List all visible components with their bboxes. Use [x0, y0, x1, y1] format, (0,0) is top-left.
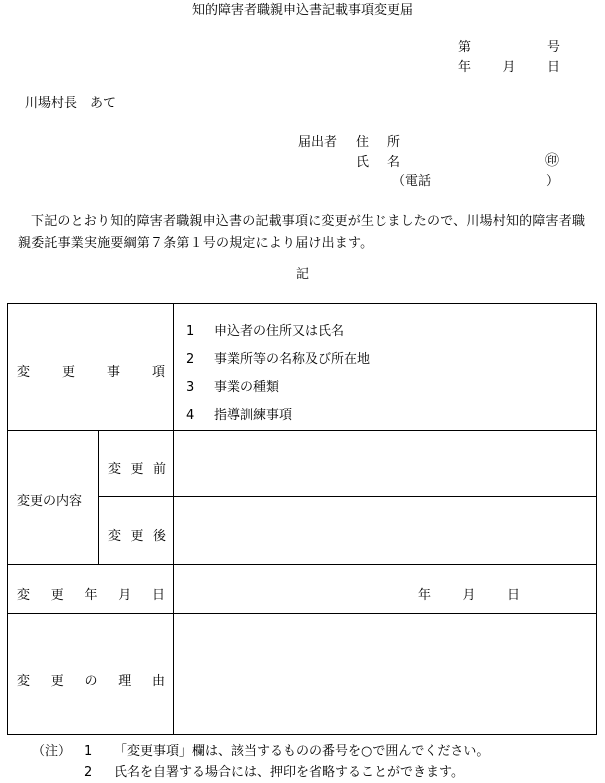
change-items-label: 変 更 事 項 [17, 365, 165, 380]
change-reason-field[interactable] [174, 614, 596, 734]
change-option[interactable]: 2 事業所等の名称及び所在地 [186, 352, 371, 367]
document-title: 知的障害者職親申込書記載事項変更届 [191, 3, 413, 18]
addressee: 川場村長 あて [25, 96, 117, 111]
document-number-line [458, 41, 560, 54]
note-item: （注） 1 「変更事項」欄は、該当するものの番号を○で囲んでください。 [32, 744, 490, 759]
ki-heading: 記 [295, 267, 309, 282]
column-divider [98, 430, 99, 564]
note-item: 2 氏名を自署する場合には、押印を省略することができます。 [84, 765, 464, 780]
submission-month: 月 [502, 60, 516, 75]
submission-year: 年 [458, 60, 472, 75]
change-after-label: 変 更 後 [108, 529, 166, 544]
notes [32, 741, 489, 783]
phone-open: （電話 [392, 174, 432, 189]
change-before-field[interactable] [174, 431, 596, 496]
body-paragraph: 下記のとおり知的障害者職親申込書の記載事項に変更が生じましたので、川場村知的障害者職親委託事業実施要綱第７条第１号の規定により届け出ます。 [18, 214, 586, 251]
change-before-label: 変 更 前 [108, 462, 166, 477]
submission-day: 日 [546, 60, 560, 75]
applicant-todokede: 届出者 [298, 135, 338, 150]
seal-mark: ㊞ [545, 153, 559, 169]
change-after-field[interactable] [174, 497, 596, 564]
change-option[interactable]: 4 指導訓練事項 [186, 408, 293, 423]
phone-close: ） [546, 174, 560, 189]
change-date-field[interactable]: 年 月 日 [418, 588, 520, 603]
row-divider [8, 564, 596, 565]
number-dai: 第 [458, 40, 472, 55]
change-option[interactable]: 1 申込者の住所又は氏名 [186, 324, 345, 339]
change-form-table [7, 303, 597, 735]
submission-date-line [458, 61, 560, 74]
number-go: 号 [546, 40, 560, 55]
change-content-label: 変更の内容 [17, 494, 83, 509]
change-option[interactable]: 3 事業の種類 [186, 380, 280, 395]
applicant-address-label: 住 所 [356, 135, 400, 150]
applicant-name-label: 氏 名 [356, 155, 400, 170]
change-reason-label: 変 更 の 理 由 [17, 674, 165, 689]
change-items-options [186, 318, 370, 430]
change-date-label: 変 更 年 月 日 [17, 588, 165, 603]
